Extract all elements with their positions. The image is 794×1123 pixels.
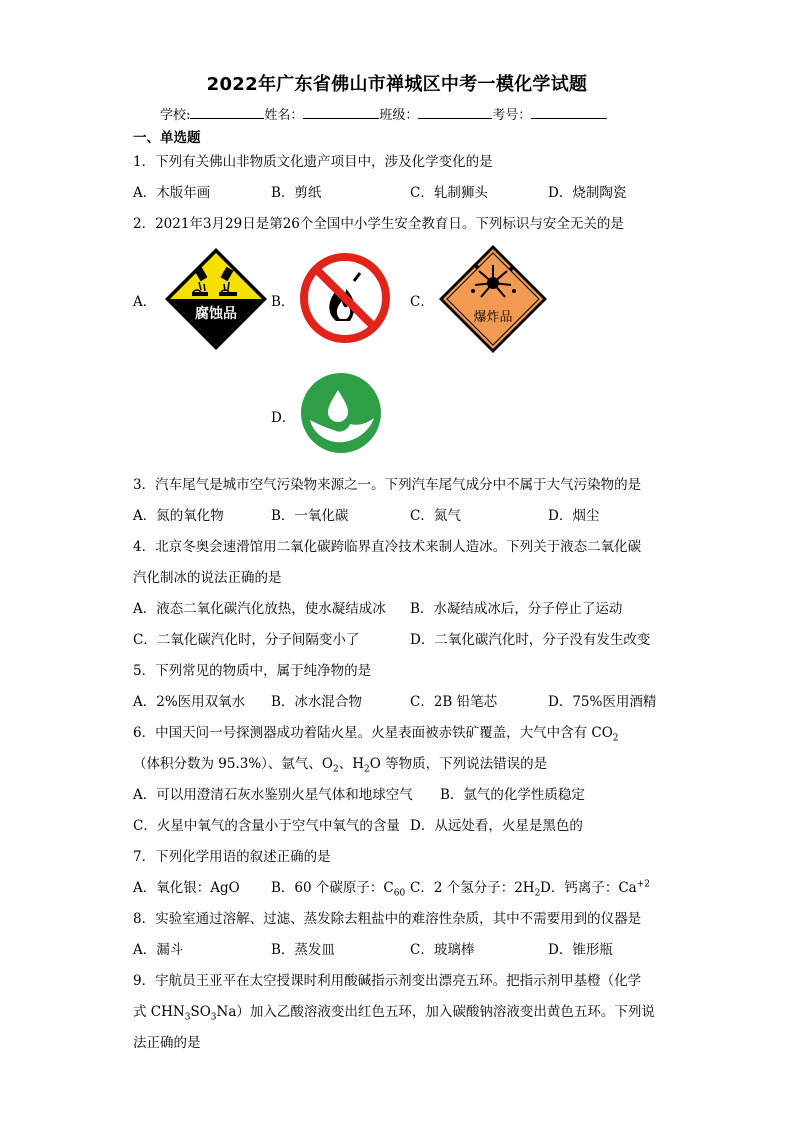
question-5-stem: 5．下列常见的物质中，属于纯净物的是 [133,663,372,679]
corrosive-sign-icon [163,246,269,352]
q6-option-c: C．火星中氧气的含量小于空气中氧气的含量 [133,818,400,834]
q5-option-d: D．75%医用酒精 [548,694,657,710]
question-8-stem: 8．实验室通过溶解、过滤、蒸发除去粗盐中的难溶性杂质，其中不需要用到的仪器是 [133,911,642,927]
q3-option-d: D．烟尘 [548,508,600,524]
question-3-stem: 3．汽车尾气是城市空气污染物来源之一。下列汽车尾气成分中不属于大气污染物的是 [133,477,642,493]
q8-option-b: B．蒸发皿 [271,942,335,958]
q3-option-c: C．氮气 [410,508,461,524]
explosive-sign-text: 爆炸品 [473,310,513,325]
question-4-stem-line1: 4．北京冬奥会速滑馆用二氧化碳跨临界直冷技术来制人造冰。下列关于液态二氧化碳 [133,539,642,555]
q1-option-d: D．烧制陶瓷 [548,185,627,201]
q7-option-d: D．钙离子：$Ca^{+2}$ [540,879,650,896]
q7-option-c: C．2 个氢分子：$2H_2$ [410,880,541,899]
q5-option-c: C．2B 铅笔芯 [410,694,498,710]
q4-option-c: C．二氧化碳汽化时，分子间隔变小了 [133,632,360,648]
exam-no-blank[interactable] [531,106,607,119]
q6-option-d: D．从远处看，火星是黑色的 [410,818,583,834]
question-9-stem-line2: 式 $CHN_3SO_3Na$）加入乙酸溶液变出红色五环，加入碳酸钠溶液变出黄色五环。下列说 [133,1004,655,1023]
q2-option-d: D． [271,410,296,426]
water-saving-sign-icon [300,372,382,454]
class-blank[interactable] [418,106,492,119]
q2-option-b: B． [271,294,295,310]
q1-option-a: A．木版年画 [133,185,211,201]
student-info-line [160,104,607,123]
q5-option-b: B．冰水混合物 [271,694,362,710]
q1-option-b: B．剪纸 [271,185,322,201]
q8-option-d: D．锥形瓶 [548,942,613,958]
question-7-stem: 7．下列化学用语的叙述正确的是 [133,849,331,865]
question-6-stem-line1: 6．中国天问一号探测器成功着陆火星。火星表面被赤铁矿覆盖，大气中含有 $CO_2$ [133,725,619,744]
q4-option-d: D．二氧化碳汽化时，分子没有发生改变 [410,632,651,648]
school-blank[interactable] [190,106,264,119]
q3-option-a: A．氮的氧化物 [133,508,224,524]
q2-option-c: C． [410,294,434,310]
q5-option-a: A．2%医用双氧水 [133,694,246,710]
class-label: 班级： [379,108,419,123]
question-6-stem-line2: （体积分数为 95.3%）、氩气、$O_2$、$H_2O$ 等物质，下列说法错误的是 [133,756,548,775]
explosive-sign-icon [437,243,549,355]
q3-option-b: B．一氧化碳 [271,508,349,524]
name-blank[interactable] [303,106,379,119]
q7-option-b: B．60 个碳原子：$C_{60}$ [271,880,406,899]
q4-option-a: A．液态二氧化碳汽化放热，使水凝结成冰 [133,601,386,617]
q1-option-c: C．轧制狮头 [410,185,488,201]
q6-option-b: B．氩气的化学性质稳定 [440,787,585,803]
question-9-stem-line1: 9．宇航员王亚平在太空授课时利用酸碱指示剂变出漂亮五环。把指示剂甲基橙（化学 [133,973,642,989]
question-9-stem-line3: 法正确的是 [133,1035,201,1051]
q4-option-b: B．水凝结成冰后，分子停止了运动 [410,601,623,617]
section-title: 一、单选题 [133,130,201,146]
exam-title: 2022年广东省佛山市禅城区中考一模化学试题 [206,74,588,95]
corrosive-sign-text: 腐蚀品 [195,306,237,322]
question-1-stem: 1．下列有关佛山非物质文化遗产项目中，涉及化学变化的是 [133,154,493,170]
q8-option-a: A．漏斗 [133,942,184,958]
q6-option-a: A．可以用澄清石灰水鉴别火星气体和地球空气 [133,787,413,803]
exam-no-label: 考号： [492,108,532,123]
question-4-stem-line2: 汽化制冰的说法正确的是 [133,570,282,586]
no-open-flame-sign-icon [300,253,390,343]
name-label: 姓名： [264,108,304,123]
q2-option-a: A． [133,294,157,310]
school-label: 学校: [160,108,191,123]
q8-option-c: C．玻璃棒 [410,942,475,958]
question-2-stem: 2．2021年3月29日是第26个全国中小学生安全教育日。下列标识与安全无关的是 [133,216,624,232]
q7-option-a: A．氧化银：AgO [133,880,240,896]
